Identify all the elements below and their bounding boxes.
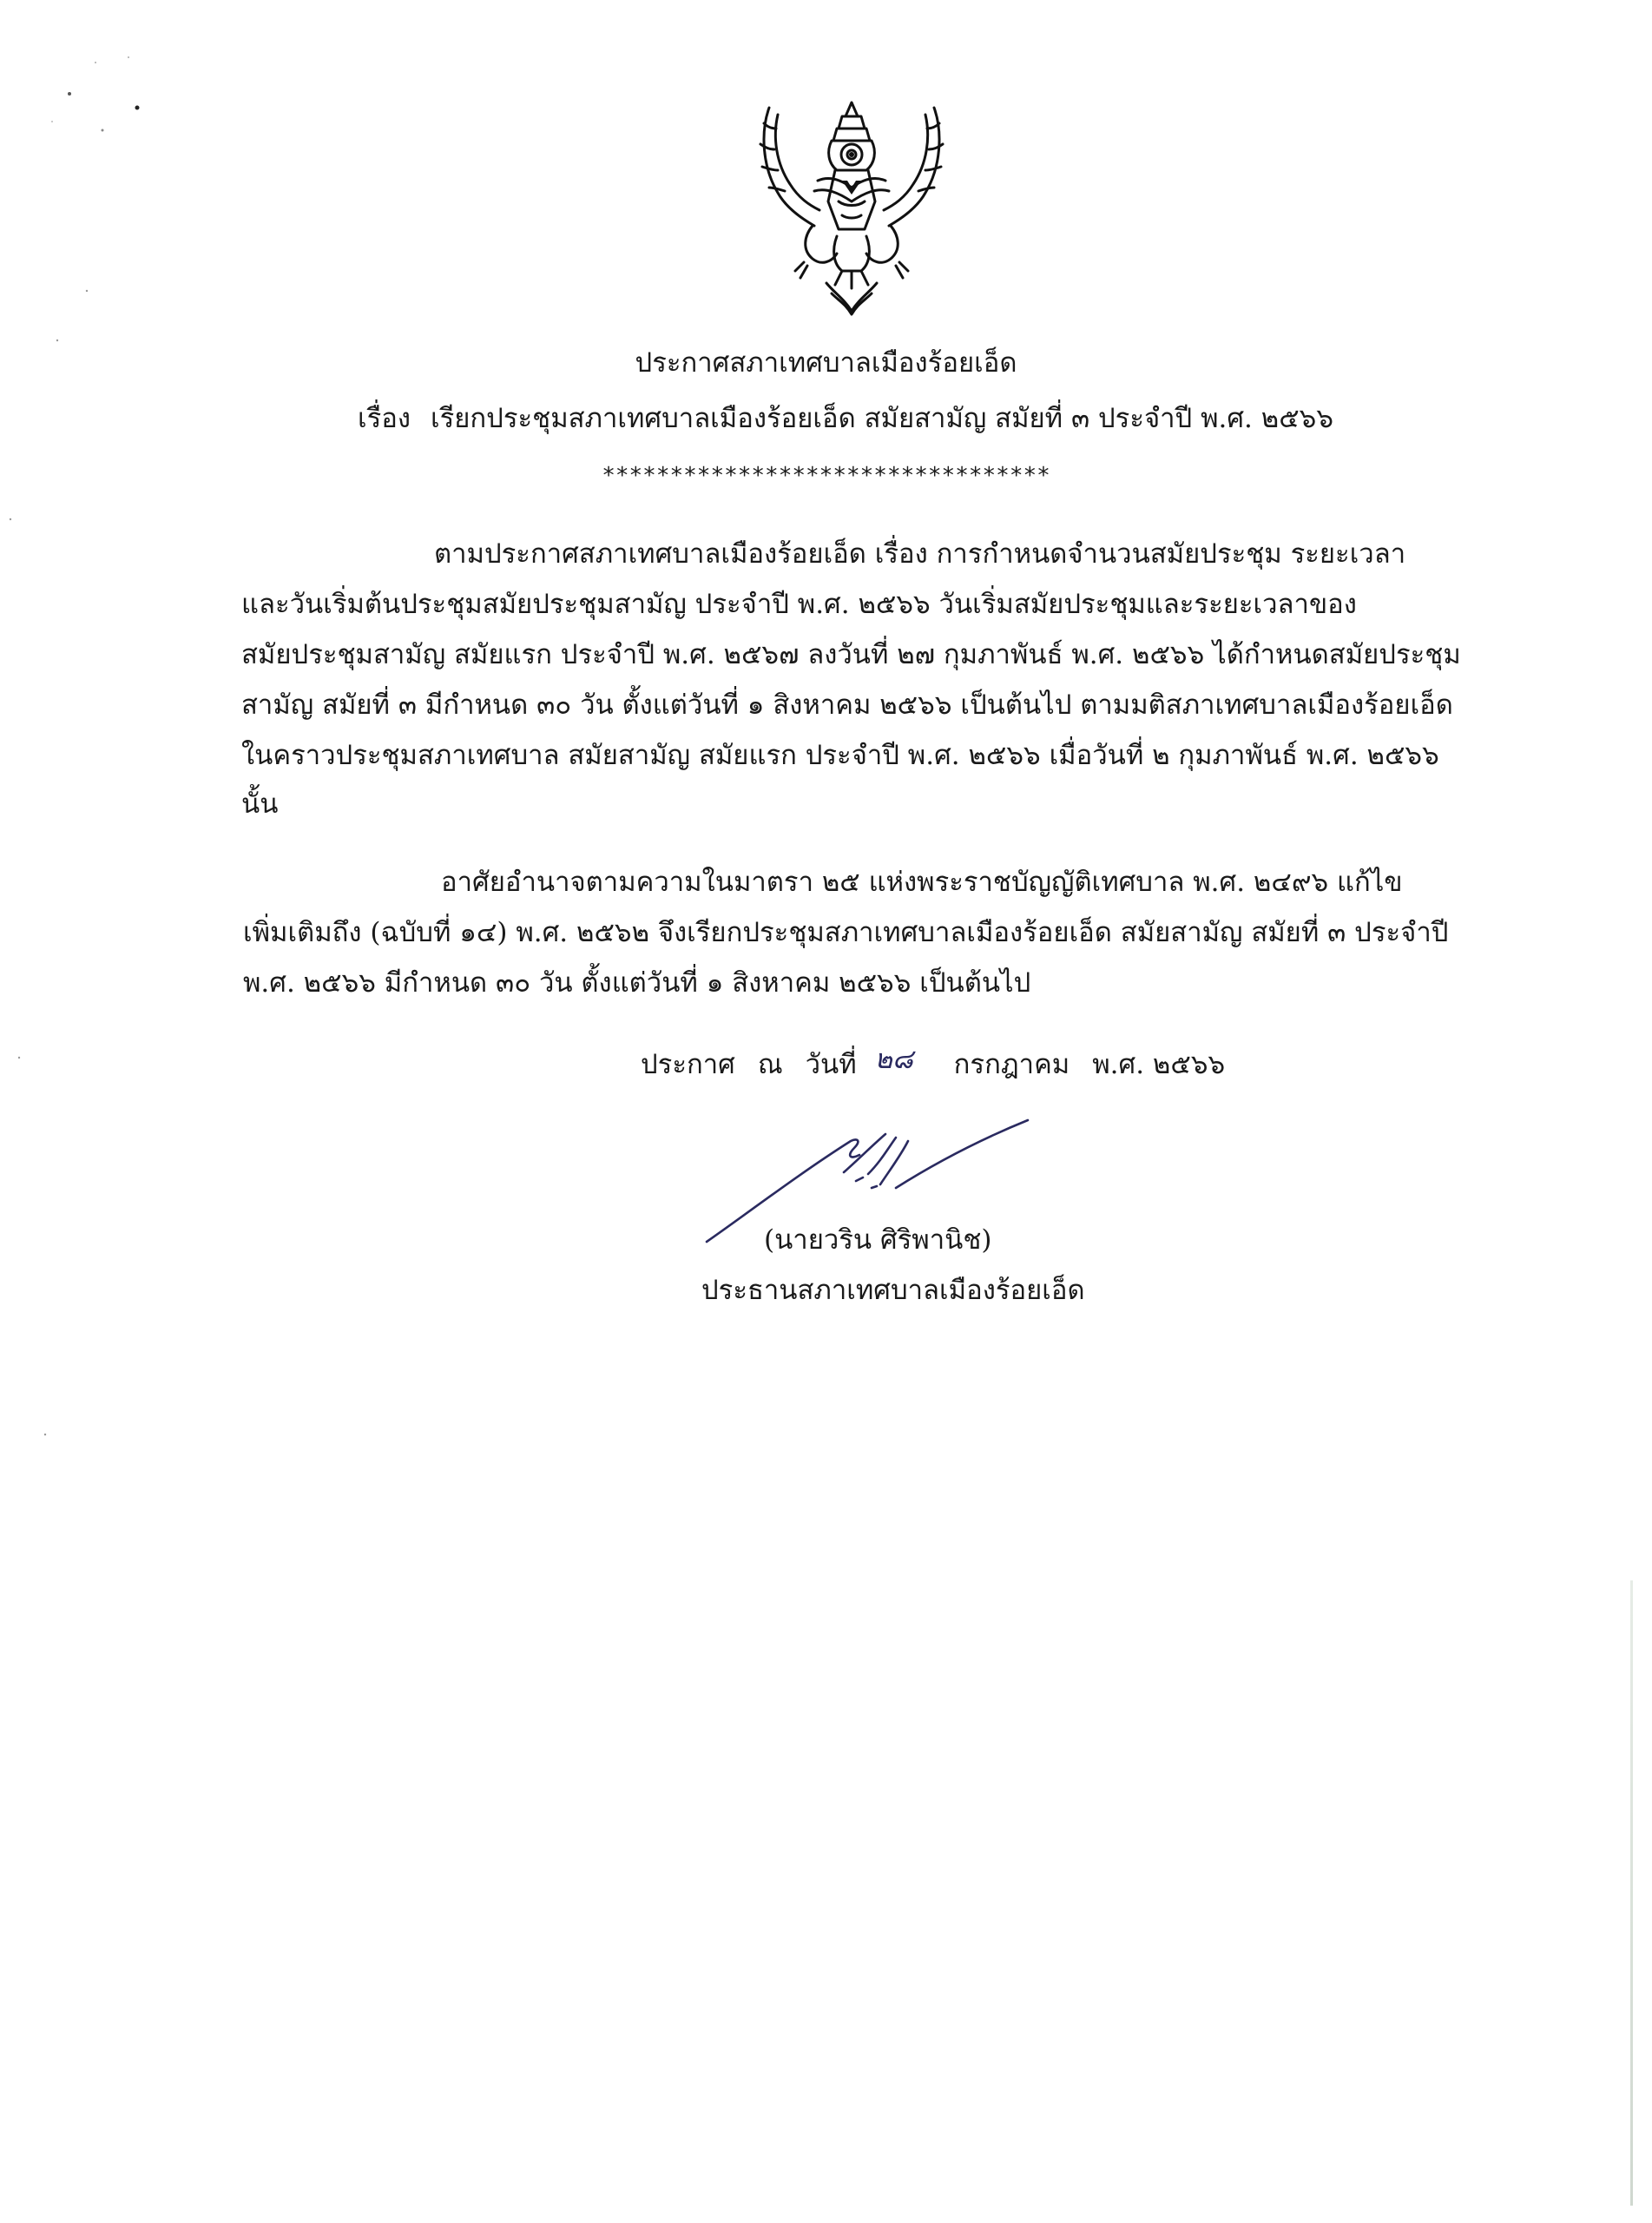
subject-label: เรื่อง: [358, 403, 411, 434]
signer-position: ประธานสภาเทศบาลเมืองร้อยเอ็ด: [701, 1275, 1085, 1306]
day-label: วันที่: [805, 1049, 857, 1080]
paragraph1-line: นั้น: [241, 788, 279, 820]
paragraph2-line: เพิ่มเติมถึง (ฉบับที่ ๑๔) พ.ศ. ๒๕๖๒ จึงเรียกประชุมสภาเทศบาลเมืองร้อยเอ็ด สมัยสามัญ สมัยที่ ๓ ประจำปี: [243, 917, 1449, 948]
paragraph1-line: สามัญ สมัยที่ ๓ มีกำหนด ๓๐ วัน ตั้งแต่วันที่ ๑ สิงหาคม ๒๕๖๖ เป็นต้นไป ตามมติสภาเทศบาลเมืองร้อยเอ็ด: [241, 689, 1453, 721]
subject-text: เรียกประชุมสภาเทศบาลเมืองร้อยเอ็ด สมัยสามัญ สมัยที่ ๓ ประจำปี พ.ศ. ๒๕๖๖: [431, 403, 1334, 434]
document-title: ประกาศสภาเทศบาลเมืองร้อยเอ็ด: [635, 347, 1017, 379]
paragraph1-line: และวันเริ่มต้นประชุมสมัยประชุมสามัญ ประจำปี พ.ศ. ๒๕๖๖ วันเริ่มสมัยประชุมและระยะเวลาของ: [241, 589, 1357, 620]
announcement-prefix: ประกาศ: [641, 1049, 735, 1080]
paragraph1-line: สมัยประชุมสามัญ สมัยแรก ประจำปี พ.ศ. ๒๕๖๗ ลงวันที่ ๒๗ กุมภาพันธ์ พ.ศ. ๒๕๖๖ ได้กำหนดสมัยประชุม: [241, 639, 1461, 670]
announcement-date-line: [641, 1044, 1247, 1082]
paragraph2-line: พ.ศ. ๒๕๖๖ มีกำหนด ๓๐ วัน ตั้งแต่วันที่ ๑ สิงหาคม ๒๕๖๖ เป็นต้นไป: [243, 967, 1031, 999]
paragraph1-line: ตามประกาศสภาเทศบาลเมืองร้อยเอ็ด เรื่อง การกำหนดจำนวนสมัยประชุม ระยะเวลา: [434, 538, 1406, 570]
paragraph2-line: อาศัยอำนาจตามความในมาตรา ๒๕ แห่งพระราชบัญญัติเทศบาล พ.ศ. ๒๔๙๖ แก้ไข: [441, 867, 1403, 898]
signer-name: (นายวริน ศิริพานิช): [764, 1224, 992, 1256]
subject-line: [358, 401, 1333, 436]
announcement-month: กรกฎาคม: [953, 1049, 1070, 1080]
handwritten-day: ๒๘: [874, 1044, 913, 1075]
paragraph1-line: ในคราวประชุมสภาเทศบาล สมัยสามัญ สมัยแรก ประจำปี พ.ศ. ๒๕๖๖ เมื่อวันที่ ๒ กุมภาพันธ์ พ.ศ. ๒๕๖๖: [241, 740, 1439, 771]
announcement-at: ณ: [757, 1049, 783, 1080]
garuda-emblem-icon: [752, 97, 951, 316]
announcement-year: พ.ศ. ๒๕๖๖: [1092, 1049, 1226, 1080]
scan-edge-mark: [1630, 1580, 1633, 2206]
separator-asterisks: *********************************: [602, 463, 1050, 489]
